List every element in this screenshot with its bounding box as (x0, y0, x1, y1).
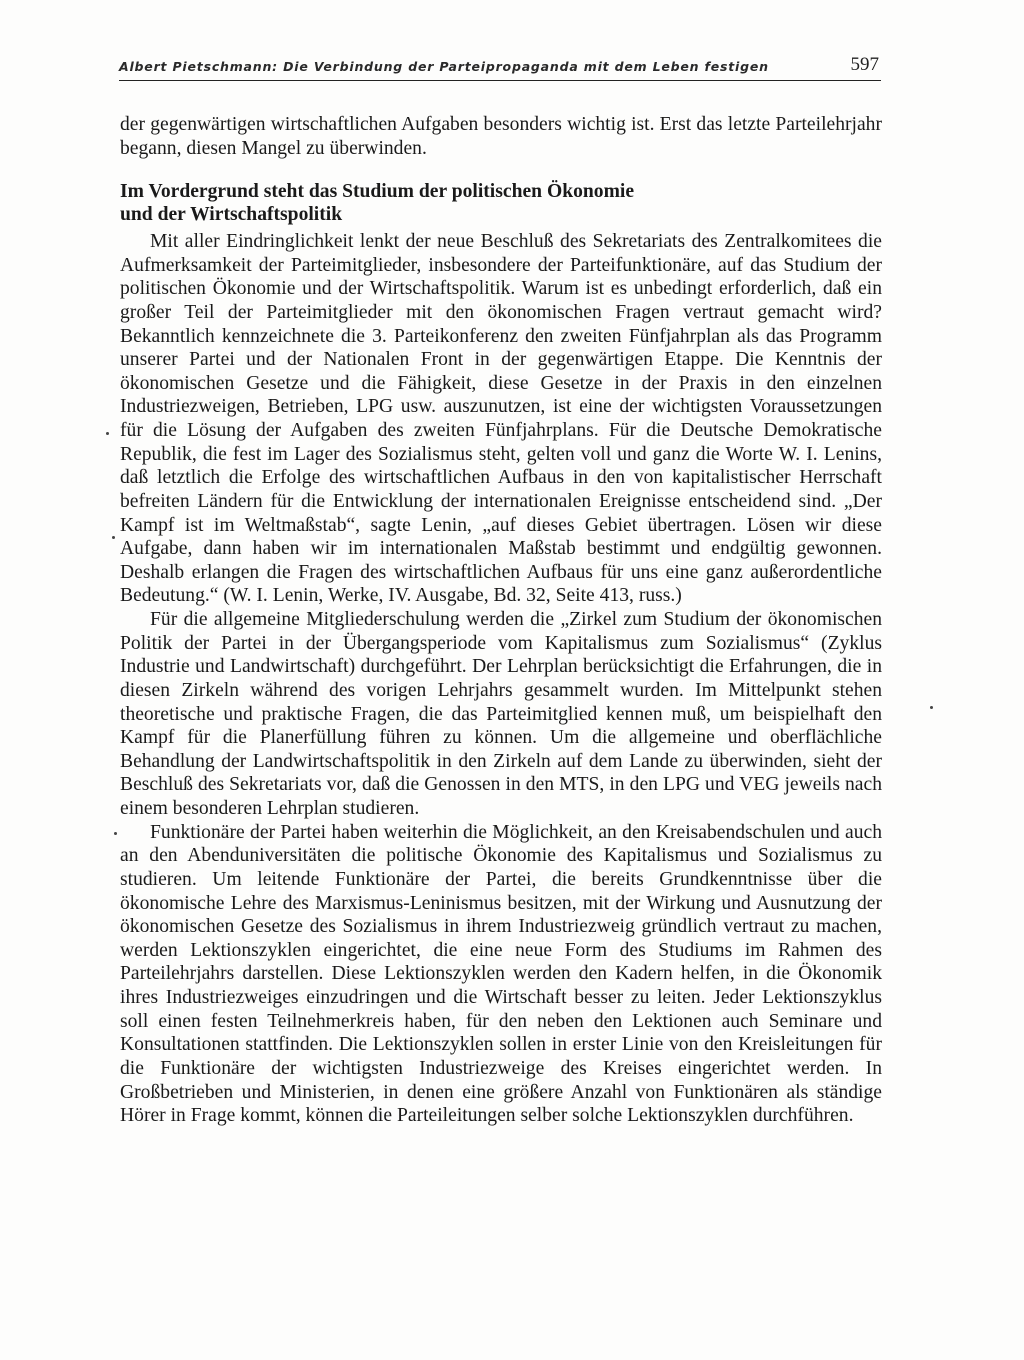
section-heading (120, 180, 882, 226)
body-paragraph-1: Mit aller Eindringlichkeit lenkt der neue Beschluß des Sekretariats des Zentralkomitees die Aufmerksamkeit der Parteimitglieder, insbesondere der Parteifunktionäre, auf das Studium der politischen Ökonomie und der Wirtschaftspolitik. Warum ist es unbedingt erforderlich, daß ein großer Teil der Parteimitglieder mit den ökonomischen Fragen vertraut gemacht wird? Bekanntlich kennzeichnete die 3. Parteikonferenz den zweiten Fünfjahrplan als das Programm unserer Partei und der Nationalen Front in der gegenwärtigen Etappe. Die Kenntnis der ökonomischen Gesetze und die Fähigkeit, diese Gesetze in der Praxis in den einzelnen Industriezweigen, Betrieben, LPG usw. auszunutzen, ist eine der wichtigsten Voraussetzungen für die Lösung der Aufgaben des zweiten Fünfjahrplans. Für die Deutsche Demokratische Republik, die fest im Lager des Sozialismus steht, gelten voll und ganz die Worte W. I. Lenins, daß letztlich die Erfolge des wirtschaftlichen Aufbaus in den von kapitalistischer Herrschaft befreiten Ländern für die Entwicklung der internationalen Ereignisse entscheidend sind. „Der Kampf ist im Weltmaßstab“, sagte Lenin, „auf dieses Gebiet übertragen. Lösen wir diese Aufgabe, dann haben wir im internationalen Maßstab bestimmt und endgültig gewonnen. Deshalb erlangen die Fragen des wirtschaftlichen Aufbaus für uns eine ganz außerordentliche Bedeutung.“ (W. I. Lenin, Werke, IV. Ausgabe, Bd. 32, Seite 413, russ.) (120, 231, 882, 607)
section-body (120, 230, 882, 1128)
section-heading-line-1: Im Vordergrund steht das Studium der politischen Ökonomie (120, 181, 635, 202)
margin-speck (114, 832, 117, 835)
margin-speck (106, 432, 109, 435)
margin-speck (112, 536, 115, 539)
body-paragraph-3: Funktionäre der Partei haben weiterhin die Möglichkeit, an den Kreisabendschulen und auch an den Abenduniversitäten die politische Ökonomie des Kapitalismus und Sozialismus zu studieren. Um leitende Funktionäre der Partei, die bereits Grundkenntnisse über die ökonomische Lehre des Marxismus-Leninismus besitzen, mit der Wirkung und Ausnutzung der ökonomischen Gesetze des Sozialismus in ihrem Industriezweig gründlich vertraut zu machen, werden Lektionszyklen eingerichtet, die eine neue Form des Studiums im Rahmen des Parteilehrjahrs darstellen. Diese Lektionszyklen werden den Kadern helfen, in die Ökonomik ihres Industriezweiges einzudringen und die Wirtschaft besser zu leiten. Jeder Lektionszyklus soll einen festen Teilnehmerkreis haben, für den neben den Lektionen auch Seminare und Konsultationen stattfinden. Die Lektionszyklen sollen in erster Linie von den Kreisleitungen für die Funktionäre der wichtigsten Industriezweige des Kreises eingerichtet werden. In Großbetrieben und Ministerien, in denen eine größere Anzahl von Funktionären als ständige Hörer in Frage kommt, können die Parteileitungen selber solche Lektionszyklen durchführen. (120, 821, 882, 1127)
intro-paragraph: der gegenwärtigen wirtschaftlichen Aufgaben besonders wichtig ist. Erst das letzte Parteilehrjahr begann, diesen Mangel zu überwinden. (120, 114, 882, 159)
intro-paragraph-block (120, 113, 882, 160)
running-header (119, 54, 881, 81)
running-title: Albert Pietschmann: Die Verbindung der Parteipropaganda mit dem Leben festigen (119, 59, 769, 74)
margin-speck (930, 706, 933, 709)
body-paragraph-2: Für die allgemeine Mitgliederschulung werden die „Zirkel zum Studium der ökonomischen Politik der Partei in der Übergangsperiode vom Kapitalismus zum Sozialismus“ (Zyklus Industrie und Landwirtschaft) durchgeführt. Der Lehrplan berücksichtigt die Erfahrungen, die in diesen Zirkeln während des vorigen Lehrjahrs gesammelt wurden. Im Mittelpunkt stehen theoretische und praktische Fragen, die das Parteimitglied kennen muß, um beispielhaft den Kampf für die Planerfüllung führen zu können. Um die allgemeine und oberflächliche Behandlung der Landwirtschaftspolitik in den Zirkeln auf dem Lande zu überwinden, sieht der Beschluß des Sekretariats vor, daß die Genossen in den MTS, in den LPG und VEG jeweils nach einem besonderen Lehrplan studieren. (120, 609, 882, 819)
page-number: 597 (850, 54, 879, 75)
section-heading-line-2: und der Wirtschaftspolitik (120, 204, 343, 225)
